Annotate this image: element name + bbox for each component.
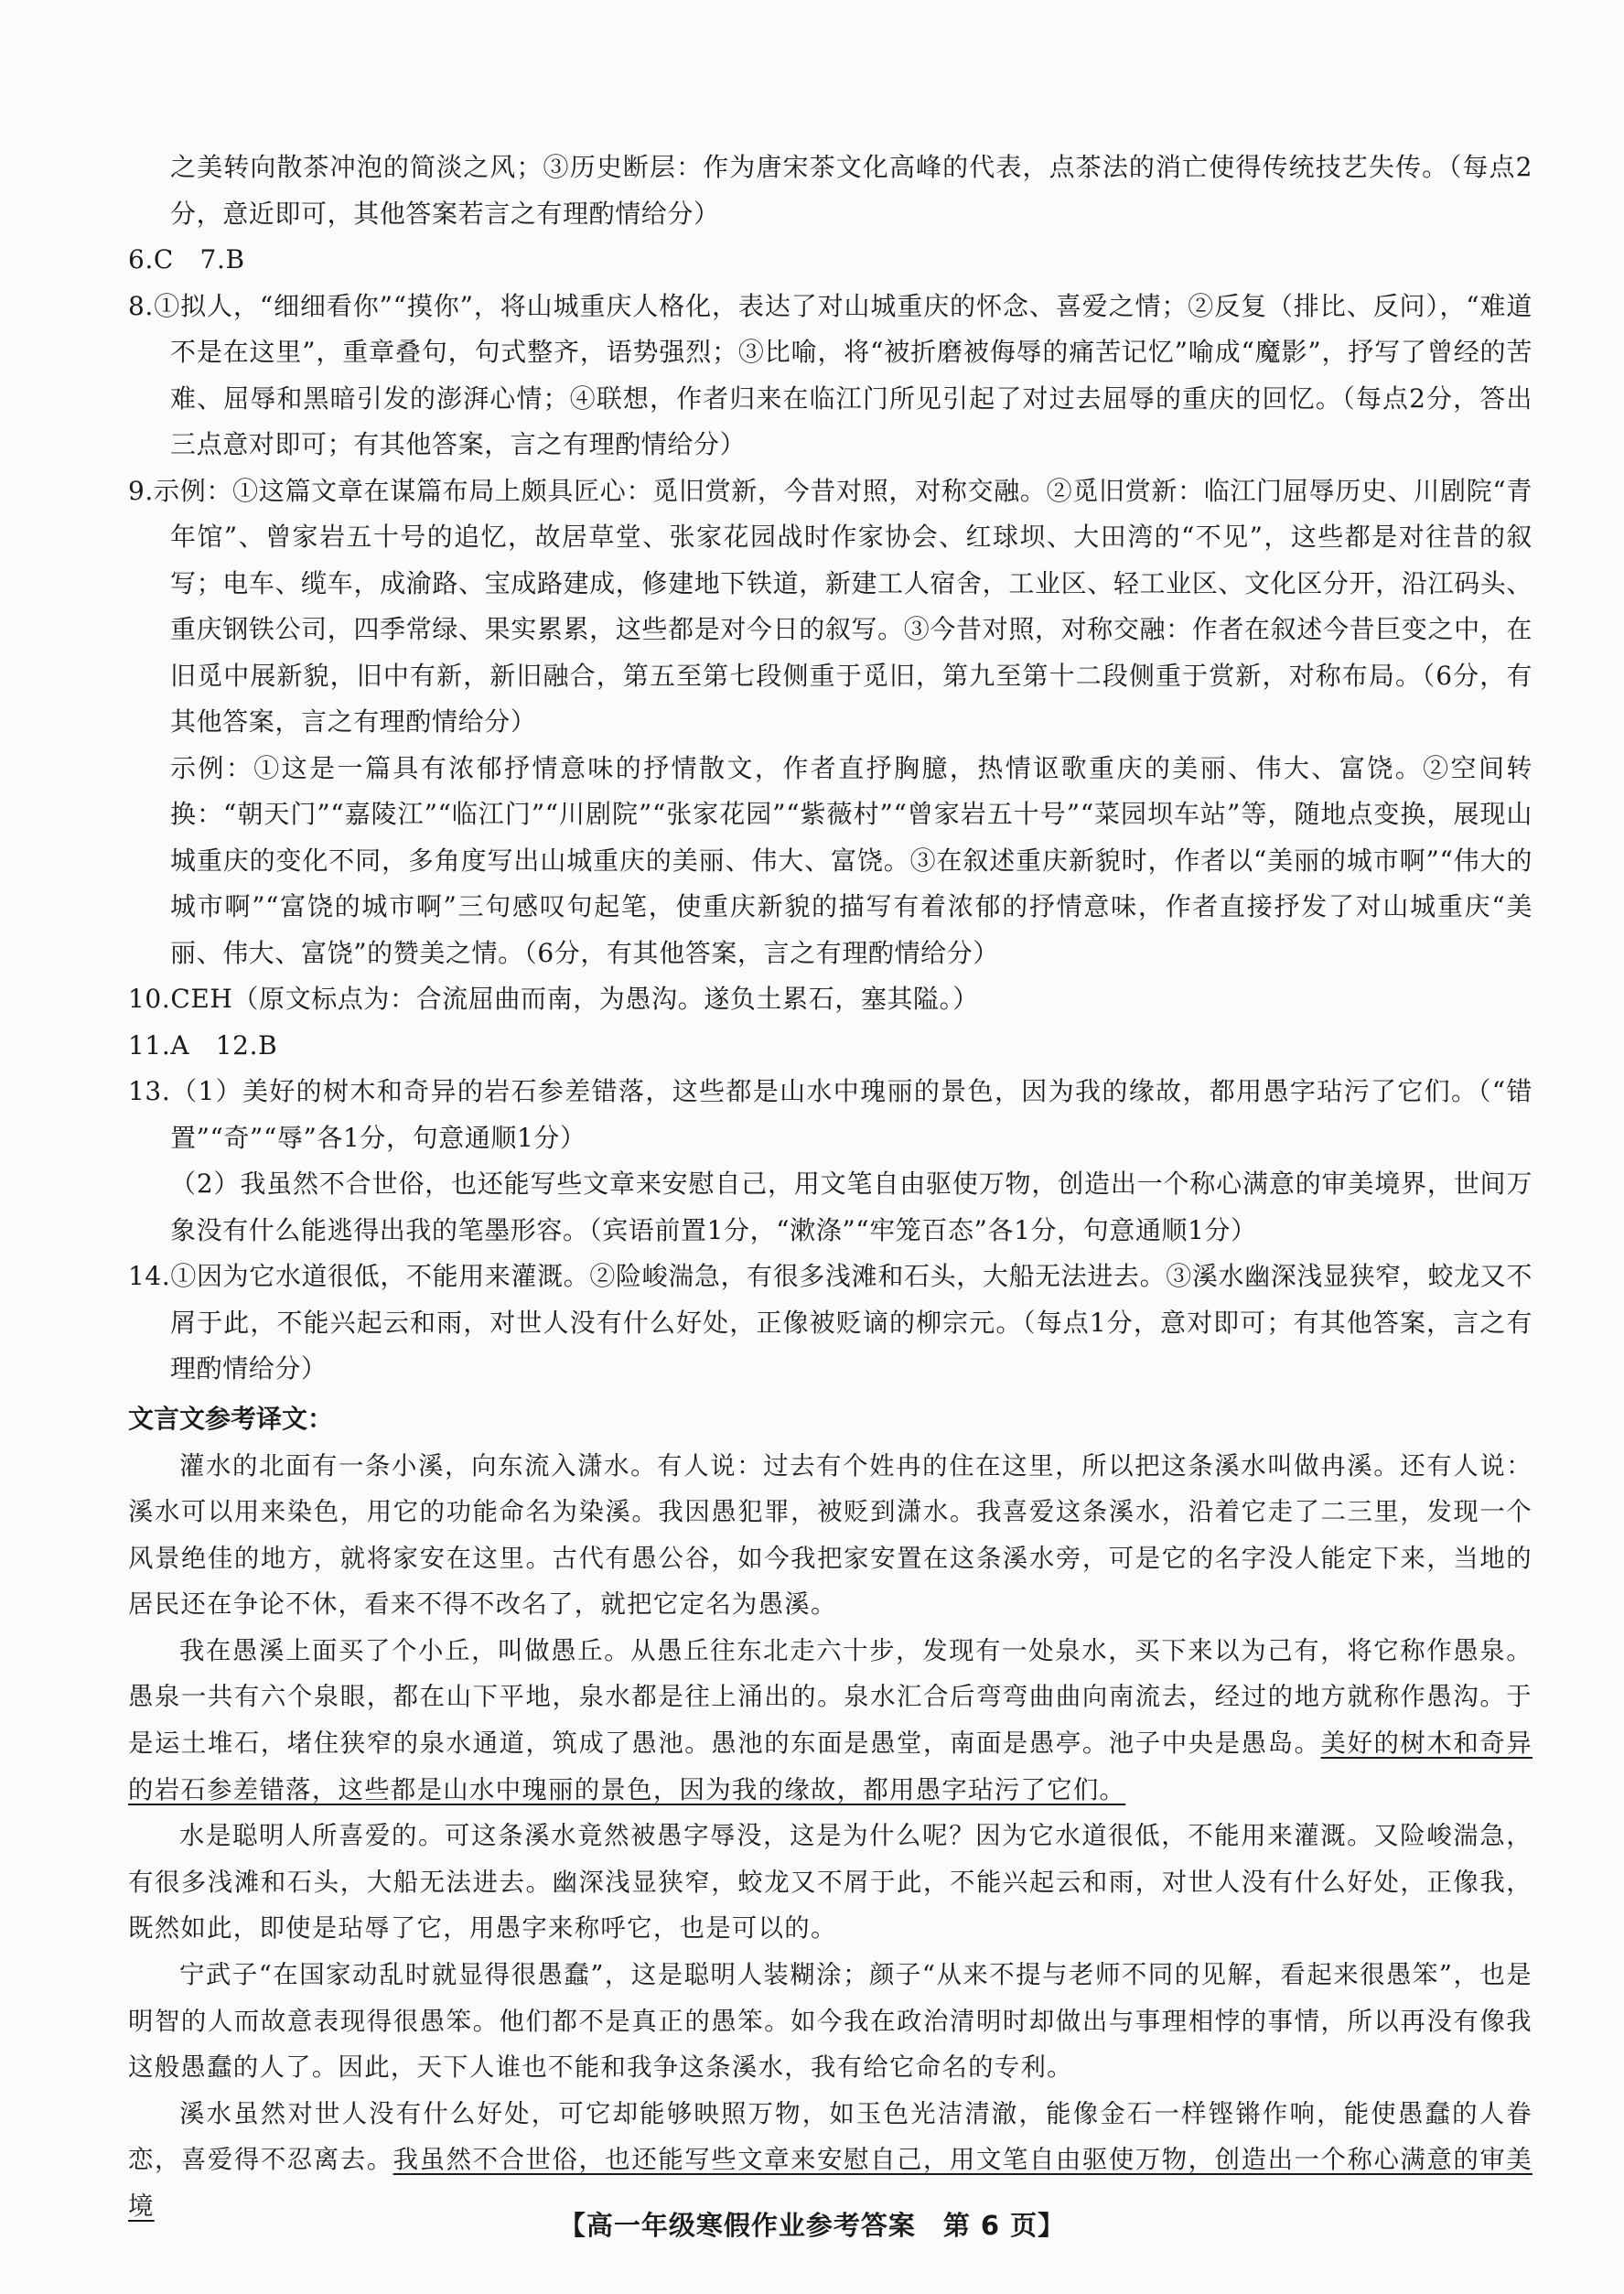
answer-6-7: 6.C 7.B [128,244,245,275]
translation-paragraph-5-underlined: 我虽然不合世俗，也还能写些文章来安慰自己，用文笔自由驱使万物，创造出一个称心满意的审美境 [128,2146,1533,2221]
answer-9-example-2: 示例：①这是一篇具有浓郁抒情意味的抒情散文，作者直抒胸臆，热情讴歌重庆的美丽、伟大、富饶。②空间转换：“朝天门”“嘉陵江”“临江门”“川剧院”“张家花园”“紫薇村”“曾家岩五十号”“菜园坝车站”等，随地点变换，展现山城重庆的变化不同，多角度写出山城重庆的美丽、伟大、富饶。③在叙述重庆新貌时，作者以“美丽的城市啊”“伟大的城市啊”“富饶的城市啊”三句感叹句起笔，使重庆新貌的描写有着浓郁的抒情意味，作者直接抒发了对山城重庆“美丽、伟大、富饶”的赞美之情。（6分，有其他答案，言之有理酌情给分） [170,752,1533,968]
answer-8: 8.①拟人，“细细看你”“摸你”，将山城重庆人格化，表达了对山城重庆的怀念、喜爱之情；②反复（排比、反问），“难道不是在这里”，重章叠句，句式整齐，语势强烈；③比喻，将“被折磨被侮辱的痛苦记忆”喻成“魔影”，抒写了曾经的苦难、屈辱和黑暗引发的澎湃心情；④联想，作者归来在临江门所见引起了对过去屈辱的重庆的回忆。（每点2分，答出三点意对即可；有其他答案，言之有理酌情给分） [128,290,1533,459]
page-footer: 【高一年级寒假作业参考答案 第 6 页】 [558,2210,1066,2241]
translation-paragraph-2-underlined: 美好的树木和奇异的岩石参差错落，这些都是山水中瑰丽的景色，因为我的缘故，都用愚字玷污了它们。 [128,1729,1533,1804]
answer-continuation: 之美转向散茶冲泡的简淡之风；③历史断层：作为唐宋茶文化高峰的代表，点茶法的消亡使得传统技艺失传。（每点2分，意近即可，其他答案若言之有理酌情给分） [170,152,1533,229]
answer-14: 14.①因为它水道很低，不能用来灌溉。②险峻湍急，有很多浅滩和石头，大船无法进去。③溪水幽深浅显狭窄，蛟龙又不屑于此，不能兴起云和雨，对世人没有什么好处，正像被贬谪的柳宗元。（每点1分，意对即可；有其他答案，言之有理酌情给分） [128,1261,1533,1384]
answer-11-12: 11.A 12.B [128,1029,278,1061]
translation-title: 文言文参考译文： [128,1403,334,1434]
translation-paragraph-2 [128,1629,1533,1814]
answer-9-example-1: 9.示例：①这篇文章在谋篇布局上颇具匠心：觅旧赏新，今昔对照，对称交融。②觅旧赏新：临江门屈辱历史、川剧院“青年馆”、曾家岩五十号的追忆，故居草堂、张家花园战时作家协会、红球坝、大田湾的“不见”，这些都是对往昔的叙写；电车、缆车，成渝路、宝成路建成，修建地下铁道，新建工人宿舍，工业区、轻工业区、文化区分开，沿江码头、重庆钢铁公司，四季常绿、果实累累，这些都是对今日的叙写。③今昔对照，对称交融：作者在叙述今昔巨变之中，在旧觅中展新貌，旧中有新，新旧融合，第五至第七段侧重于觅旧，第九至第十二段侧重于赏新，对称布局。（6分，有其他答案，言之有理酌情给分） [128,475,1533,737]
answer-content [128,145,1533,2231]
answer-13-1: 13.（1）美好的树木和奇异的岩石参差错落，这些都是山水中瑰丽的景色，因为我的缘故，都用愚字玷污了它们。（“错置”“奇”“辱”各1分，句意通顺1分） [128,1076,1533,1153]
answer-13-2: （2）我虽然不合世俗，也还能写些文章来安慰自己，用文笔自由驱使万物，创造出一个称心满意的审美境界，世间万象没有什么能逃得出我的笔墨形容。（宾语前置1分，“漱涤”“牢笼百态”各1分，句意通顺1分） [170,1169,1533,1245]
translation-paragraph-4: 宁武子“在国家动乱时就显得很愚蠢”，这是聪明人装糊涂；颜子“从来不提与老师不同的见解，看起来很愚笨”，也是明智的人而故意表现得很愚笨。他们都不是真正的愚笨。如今我在政治清明时却做出与事理相悖的事情，所以再没有像我这般愚蠢的人了。因此，天下人谁也不能和我争这条溪水，我有给它命名的专利。 [128,1961,1533,2083]
translation-paragraph-3: 水是聪明人所喜爱的。可这条溪水竟然被愚字辱没，这是为什么呢？因为它水道很低，不能用来灌溉。又险峻湍急，有很多浅滩和石头，大船无法进去。幽深浅显狭窄，蛟龙又不屑于此，不能兴起云和雨，对世人没有什么好处，正像我，既然如此，即使是玷辱了它，用愚字来称呼它，也是可以的。 [128,1822,1533,1944]
translation-paragraph-5-text: 溪水虽然对世人没有什么好处，可它却能够映照万物，如玉色光洁清澈，能像金石一样铿锵作响，能使愚蠢的人眷恋，喜爱得不忍离去。 [128,2099,1533,2175]
translation-paragraph-2-text: 我在愚溪上面买了个小丘，叫做愚丘。从愚丘往东北走六十步，发现有一处泉水，买下来以为己有，将它称作愚泉。愚泉一共有六个泉眼，都在山下平地，泉水都是往上涌出的。泉水汇合后弯弯曲曲向南流去，经过的地方就称作愚沟。于是运土堆石，堵住狭窄的泉水通道，筑成了愚池。愚池的东面是愚堂，南面是愚亭。池子中央是愚岛。 [128,1636,1533,1759]
answer-10: 10.CEH（原文标点为：合流屈曲而南，为愚沟。遂负土累石，塞其隘。） [128,984,979,1014]
translation-paragraph-1: 灌水的北面有一条小溪，向东流入潇水。有人说：过去有个姓冉的住在这里，所以把这条溪水叫做冉溪。还有人说：溪水可以用来染色，用它的功能命名为染溪。我因愚犯罪，被贬到潇水。我喜爱这条溪水，沿着它走了二三里，发现一个风景绝佳的地方，就将家安在这里。古代有愚公谷，如今我把家安置在这条溪水旁，可是它的名字没人能定下来，当地的居民还在争论不休，看来不得不改名了，就把它定名为愚溪。 [128,1451,1533,1620]
